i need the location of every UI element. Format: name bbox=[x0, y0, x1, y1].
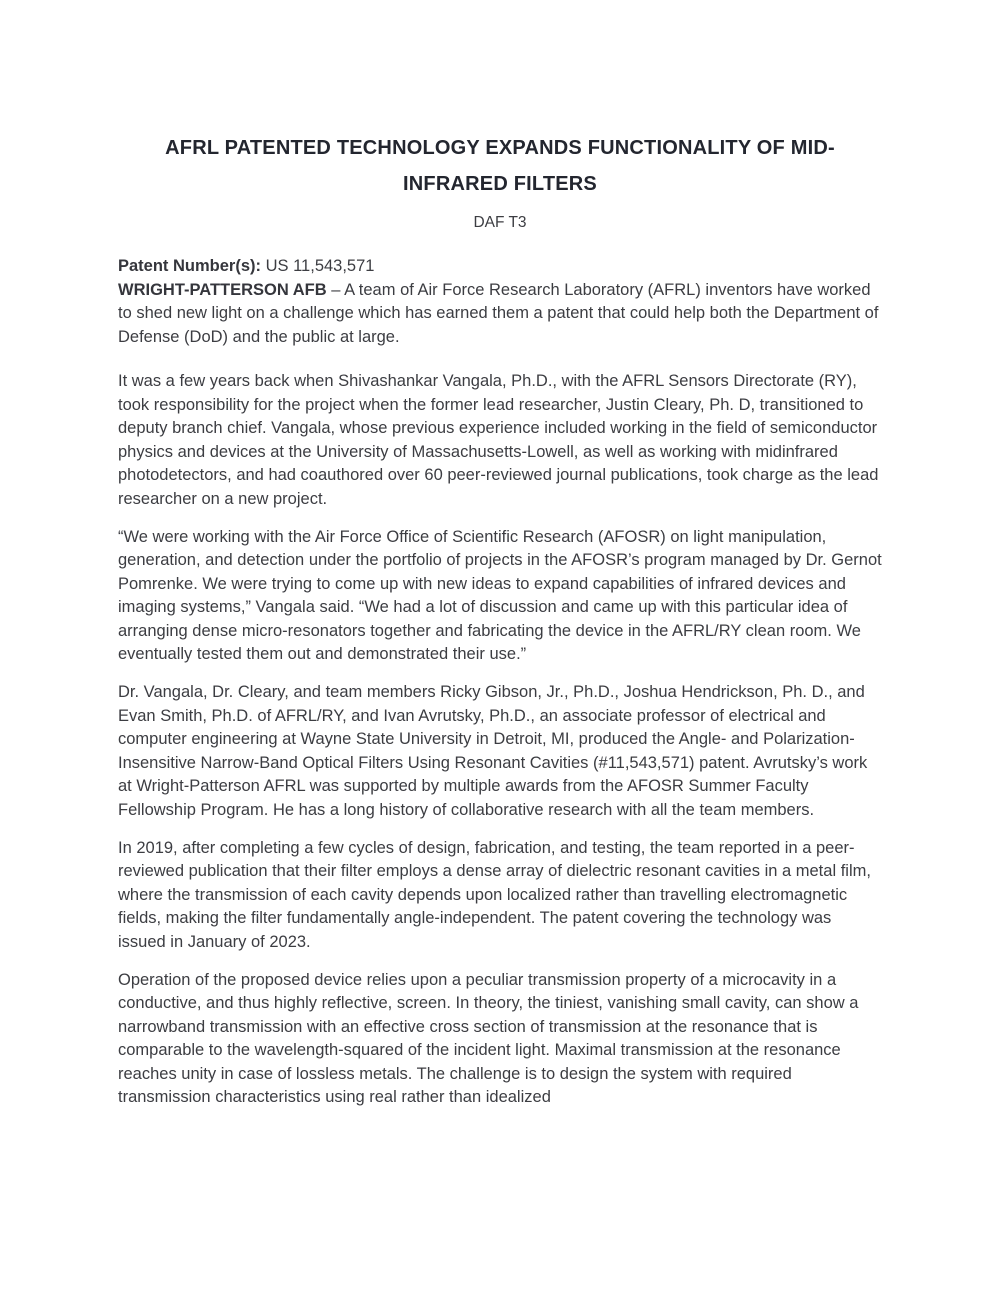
body-paragraph: It was a few years back when Shivashankar Vangala, Ph.D., with the AFRL Sensors Directorate (RY), took responsibility for the project when the former lead researcher, Justin Cleary, Ph. D, transitioned to deputy branch chief. Vangala, whose previous experience included working in the field of semiconductor physics and devices at the University of Massachusetts-Lowell, as well as working with midinfrared photodetectors, and had coauthored over 60 peer-reviewed journal publications, took charge as the lead researcher on a new project. bbox=[118, 372, 879, 508]
body-paragraph: Dr. Vangala, Dr. Cleary, and team members Ricky Gibson, Jr., Ph.D., Joshua Hendrickson, Ph. D., and Evan Smith, Ph.D. of AFRL/RY, and Ivan Avrutsky, Ph.D., an associate professor of electrical and computer engineering at Wayne State University in Detroit, MI, produced the Angle- and Polarization-Insensitive Narrow-Band Optical Filters Using Resonant Cavities (#11,543,571) patent. Avrutsky’s work at Wright-Patterson AFRL was supported by multiple awards from the AFOSR Summer Faculty Fellowship Program. He has a long history of collaborative research with all the team members. bbox=[118, 683, 868, 819]
document-title: AFRL PATENTED TECHNOLOGY EXPANDS FUNCTIONALITY OF MID-INFRARED FILTERS bbox=[165, 137, 835, 195]
patent-number-value: US 11,543,571 bbox=[261, 257, 375, 275]
patent-and-lead-block bbox=[118, 255, 882, 349]
body-paragraph: Operation of the proposed device relies upon a peculiar transmission property of a microcavity in a conductive, and thus highly reflective, screen. In theory, the tiniest, vanishing small cavity, can show a narrowband transmission with an effective cross section of transmission at the resonance that is comparable to the wavelength-squared of the incident light. Maximal transmission at the resonance reaches unity in case of lossless metals. The challenge is to design the system with required transmission characteristics using real rather than idealized bbox=[118, 970, 859, 1106]
lead-paragraph-text: – A team of Air Force Research Laboratory (AFRL) inventors have worked to shed new light on a challenge which has earned them a patent that could help both the Department of Defense (DoD) and the public at large. bbox=[118, 280, 879, 346]
document-body bbox=[118, 255, 882, 1110]
patent-number-label: Patent Number(s): bbox=[118, 257, 262, 275]
dateline: WRIGHT-PATTERSON AFB bbox=[118, 280, 327, 299]
document-subtitle: DAF T3 bbox=[473, 214, 527, 231]
body-paragraph: In 2019, after completing a few cycles of design, fabrication, and testing, the team reported in a peer-reviewed publication that their filter employs a dense array of dielectric resonant cavities in a metal film, where the transmission of each cavity depends upon localized rather than travelling electromagnetic fields, making the filter fundamentally angle-independent. The patent covering the technology was issued in January of 2023. bbox=[118, 838, 871, 951]
body-paragraph: “We were working with the Air Force Office of Scientific Research (AFOSR) on light manipulation, generation, and detection under the portfolio of projects in the AFOSR’s program managed by Dr. Gernot Pomrenke. We were trying to come up with new ideas to expand capabilities of infrared devices and imaging systems,” Vangala said. “We had a lot of discussion and came up with this particular idea of arranging dense micro-resonators together and fabricating the device in the AFRL/RY clean room. We eventually tested them out and demonstrated their use.” bbox=[118, 527, 882, 663]
